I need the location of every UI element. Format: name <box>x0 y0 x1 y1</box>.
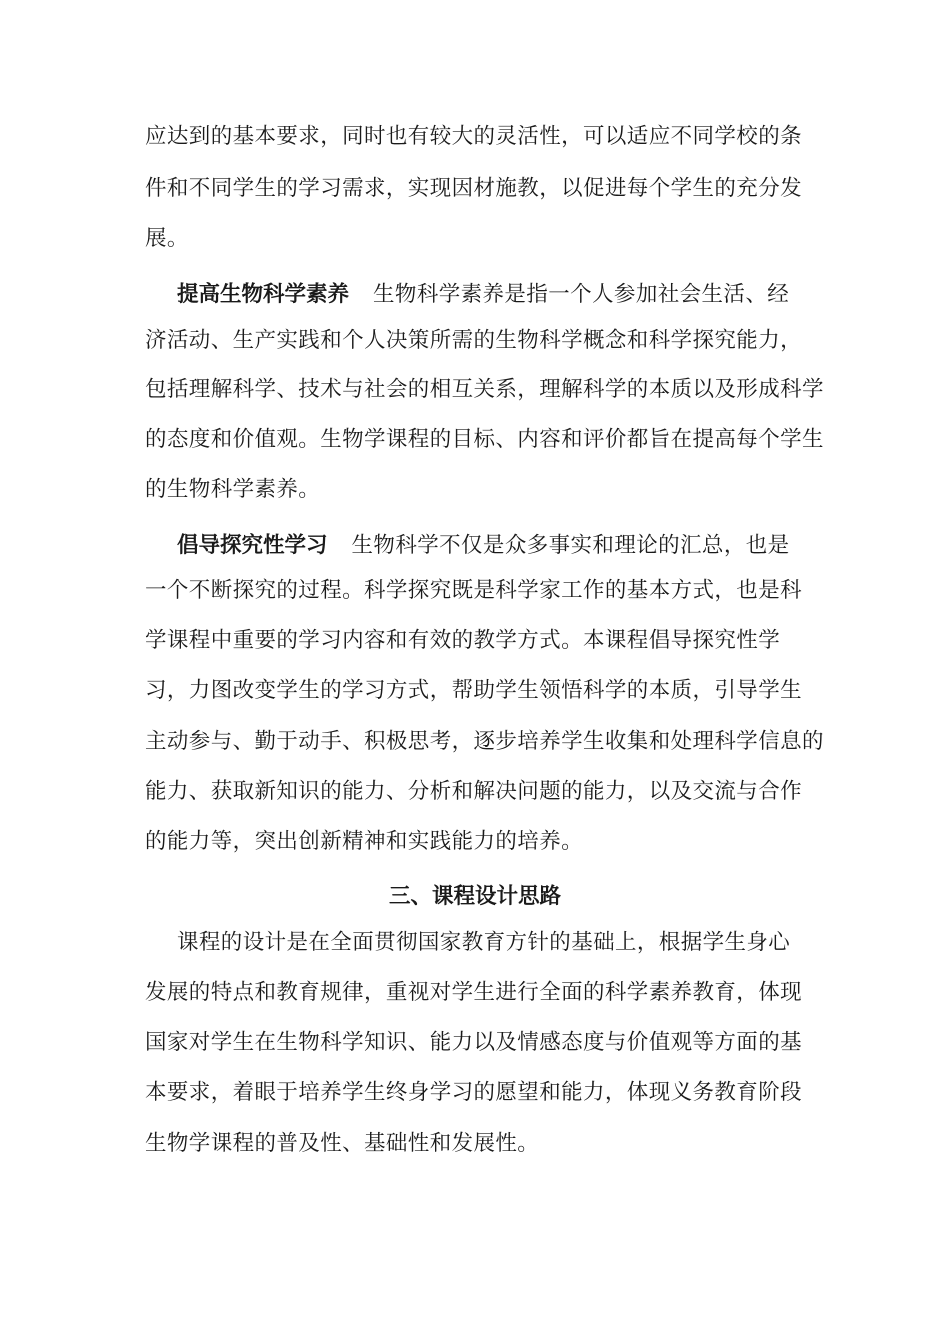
paragraph-first-line <box>177 280 847 310</box>
paragraph-line: 发展的特点和教育规律，重视对学生进行全面的科学素养教育，体现 <box>145 980 803 1005</box>
paragraph-line: 件和不同学生的学习需求，实现因材施教，以促进每个学生的充分发 <box>145 176 803 201</box>
paragraph-line: 的生物科学素养。 <box>145 477 321 502</box>
paragraph-line: 济活动、生产实践和个人决策所需的生物科学概念和科学探究能力， <box>145 328 803 353</box>
paragraph-text: 生物科学素养是指一个人参加社会生活、经 <box>373 282 790 307</box>
paragraph-line: 展。 <box>145 226 189 251</box>
paragraph-heading-bold: 提高生物科学素养 <box>177 282 350 307</box>
paragraph-line: 包括理解科学、技术与社会的相互关系，理解科学的本质以及形成科学 <box>145 377 824 402</box>
paragraph-line: 学课程中重要的学习内容和有效的教学方式。本课程倡导探究性学 <box>145 628 781 653</box>
paragraph-line: 课程的设计是在全面贯彻国家教育方针的基础上，根据学生身心 <box>177 930 791 955</box>
paragraph-line: 生物学课程的普及性、基础性和发展性。 <box>145 1131 540 1156</box>
paragraph-line: 能力、获取新知识的能力、分析和解决问题的能力，以及交流与合作 <box>145 779 803 804</box>
paragraph-line: 主动参与、勤于动手、积极思考，逐步培养学生收集和处理科学信息的 <box>145 729 824 754</box>
paragraph-first-line <box>177 531 847 561</box>
section-heading: 三、课程设计思路 <box>388 884 561 909</box>
paragraph-line: 本要求，着眼于培养学生终身学习的愿望和能力，体现义务教育阶段 <box>145 1080 803 1105</box>
paragraph-line: 应达到的基本要求，同时也有较大的灵活性，可以适应不同学校的条 <box>145 124 803 149</box>
paragraph-text: 生物科学不仅是众多事实和理论的汇总，也是 <box>351 533 790 558</box>
paragraph-line: 的能力等，突出创新精神和实践能力的培养。 <box>145 829 584 854</box>
paragraph-line: 的态度和价值观。生物学课程的目标、内容和评价都旨在提高每个学生 <box>145 427 824 452</box>
paragraph-line: 习，力图改变学生的学习方式，帮助学生领悟科学的本质，引导学生 <box>145 678 803 703</box>
paragraph-line: 一个不断探究的过程。科学探究既是科学家工作的基本方式，也是科 <box>145 578 803 603</box>
paragraph-heading-bold: 倡导探究性学习 <box>177 533 328 558</box>
paragraph-line: 国家对学生在生物科学知识、能力以及情感态度与价值观等方面的基 <box>145 1030 803 1055</box>
